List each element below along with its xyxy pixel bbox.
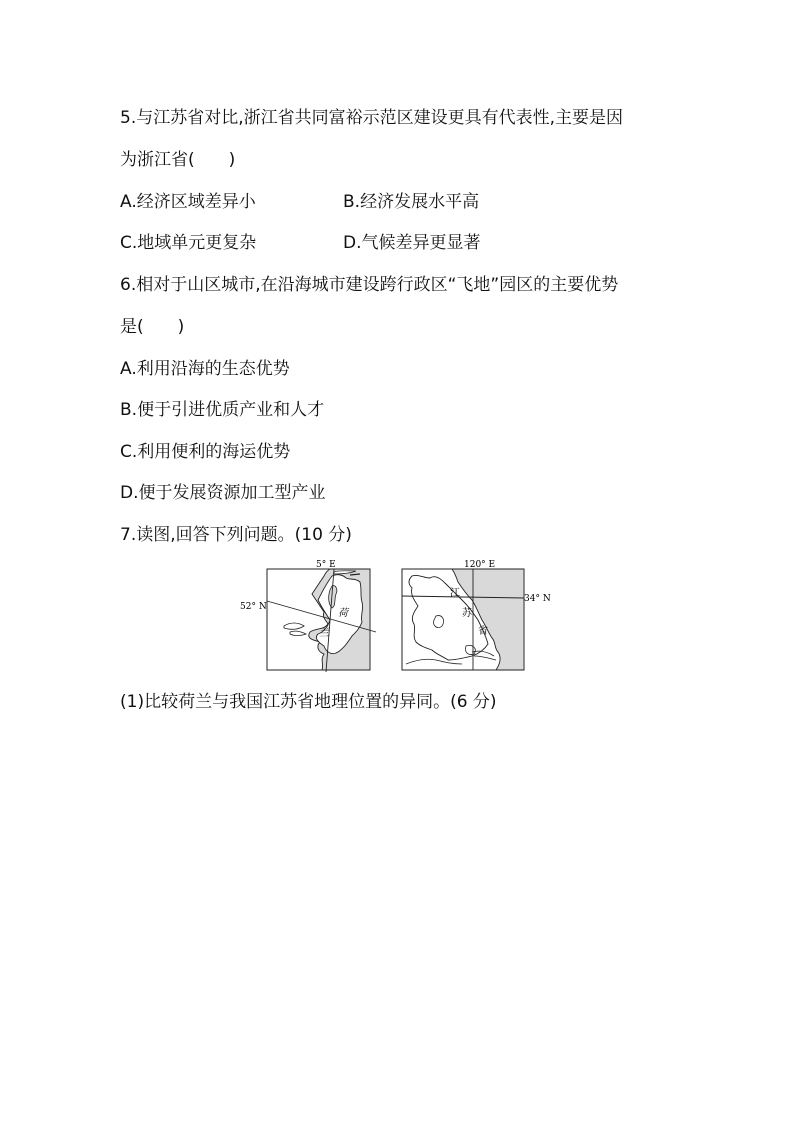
right-lon-label: 120° E (464, 560, 496, 570)
jiangsu-map (402, 569, 524, 670)
q6-stem-line2: 是( ) (120, 317, 185, 337)
maps-svg (240, 556, 551, 672)
q6-option-c[interactable]: C.利用便利的海运优势 (120, 442, 291, 462)
netherlands-map (267, 569, 376, 672)
left-char-lan: 兰 (319, 628, 329, 639)
q5-option-c[interactable]: C.地域单元更复杂 (120, 233, 257, 253)
left-lon-label: 5° E (316, 560, 336, 570)
q5-option-d[interactable]: D.气候差异更显著 (343, 233, 481, 253)
q6-option-b[interactable]: B.便于引进优质产业和人才 (120, 400, 325, 420)
q7-sub1: (1)比较荷兰与我国江苏省地理位置的异同。(6 分) (120, 692, 497, 712)
left-char-he: 荷 (338, 608, 348, 619)
q5-stem-line2: 为浙江省( ) (120, 150, 236, 170)
right-lat-label: 34° N (524, 594, 551, 604)
q5-option-b[interactable]: B.经济发展水平高 (343, 192, 480, 212)
q6-option-a[interactable]: A.利用沿海的生态优势 (120, 359, 290, 379)
right-char-jiang: 江 (450, 588, 460, 599)
left-lat-label: 52° N (240, 602, 267, 612)
q5-stem-line1: 5.与江苏省对比,浙江省共同富裕示范区建设更具有代表性,主要是因 (120, 108, 624, 128)
q7-stem: 7.读图,回答下列问题。(10 分) (120, 525, 352, 545)
q6-option-d[interactable]: D.便于发展资源加工型产业 (120, 483, 326, 503)
right-char-su: 苏 (462, 608, 472, 619)
q6-stem-line1: 6.相对于山区城市,在沿海城市建设跨行政区“飞地”园区的主要优势 (120, 275, 619, 295)
map-figure (240, 556, 551, 672)
right-char-sheng: 省 (478, 626, 488, 637)
q5-option-a[interactable]: A.经济区域差异小 (120, 192, 256, 212)
